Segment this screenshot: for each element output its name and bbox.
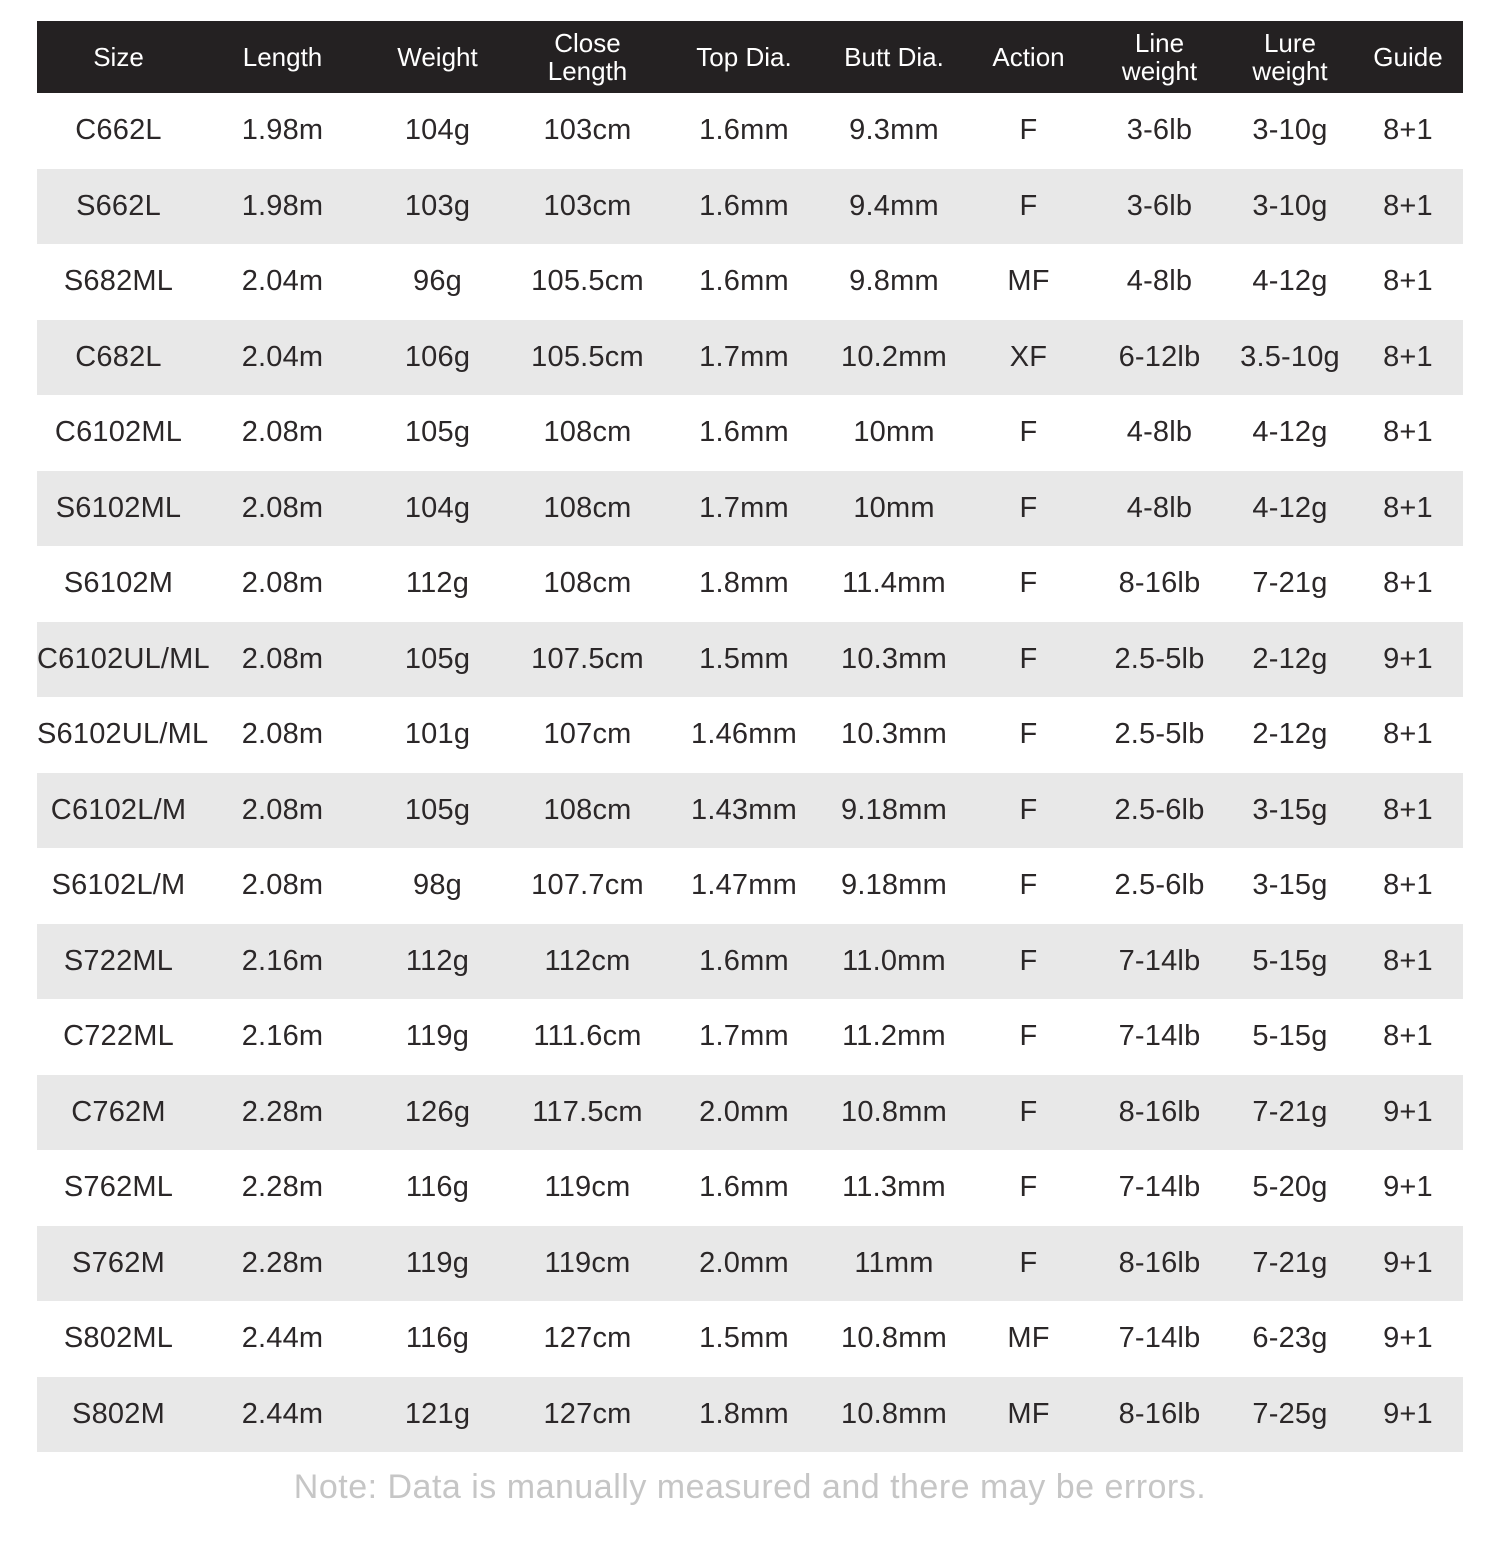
table-cell: 9.4mm: [849, 189, 939, 222]
table-cell: 2.28m: [241, 1095, 324, 1128]
table-cell: C762M: [71, 1095, 166, 1128]
table-cell: 2.44m: [241, 1322, 324, 1355]
table-cell: 8+1: [1383, 491, 1433, 524]
table-cell: 9+1: [1383, 642, 1433, 675]
table-cell: 11.4mm: [842, 567, 946, 600]
table-cell: 1.5mm: [699, 1322, 789, 1355]
table-cell: C6102ML: [54, 416, 183, 449]
table-cell: 103cm: [543, 114, 632, 147]
table-cell: 1.46mm: [691, 718, 797, 751]
table-cell: 105.5cm: [531, 340, 644, 373]
table-cell: MF: [1007, 1397, 1050, 1430]
table-cell: 8-16lb: [1118, 1246, 1201, 1279]
table-row: [37, 395, 1463, 471]
table-cell: F: [1019, 491, 1038, 524]
table-cell: 2.5-6lb: [1114, 793, 1205, 826]
table-cell: F: [1019, 189, 1038, 222]
table-cell: 117.5cm: [532, 1095, 643, 1128]
table-cell: 103cm: [543, 189, 632, 222]
table-cell: 2.08m: [241, 869, 324, 902]
table-cell: 10.8mm: [841, 1322, 947, 1355]
table-cell: 119g: [405, 1246, 470, 1279]
table-cell: 4-8lb: [1126, 491, 1193, 524]
table-row: [37, 697, 1463, 773]
rod-spec-table: [37, 21, 1463, 1452]
table-cell: C722ML: [63, 1020, 174, 1053]
table-cell: 2.04m: [241, 265, 324, 298]
table-cell: F: [1019, 1246, 1038, 1279]
column-header-size: Size: [37, 21, 200, 93]
column-header-action: Action: [965, 21, 1092, 93]
table-cell: S802ML: [63, 1322, 174, 1355]
table-row: [37, 1075, 1463, 1151]
table-row: [37, 1150, 1463, 1226]
table-cell: 105.5cm: [531, 265, 644, 298]
table-cell: C662L: [75, 114, 162, 147]
table-cell: 3-10g: [1252, 189, 1328, 222]
table-cell: F: [1019, 114, 1038, 147]
table-cell: 1.8mm: [699, 1397, 789, 1430]
table-cell: 2.08m: [241, 491, 324, 524]
table-cell: 2.04m: [241, 340, 324, 373]
table-cell: 9.8mm: [849, 265, 939, 298]
table-cell: 4-12g: [1252, 265, 1328, 298]
table-cell: 8+1: [1383, 944, 1433, 977]
table-cell: 6-23g: [1252, 1322, 1328, 1355]
table-cell: 9.18mm: [841, 869, 947, 902]
column-header-butt-dia: Butt Dia.: [823, 21, 965, 93]
table-cell: 10.8mm: [841, 1095, 947, 1128]
table-cell: S762M: [72, 1246, 165, 1279]
table-cell: 3-6lb: [1126, 114, 1193, 147]
table-cell: 10.8mm: [841, 1397, 947, 1430]
table-cell: 10mm: [853, 416, 935, 449]
table-cell: 107.5cm: [531, 642, 644, 675]
table-cell: 98g: [413, 869, 462, 902]
table-cell: C682L: [75, 340, 162, 373]
table-cell: 8+1: [1383, 189, 1433, 222]
table-cell: 2.28m: [241, 1246, 324, 1279]
table-cell: 1.98m: [241, 189, 324, 222]
table-cell: 10.2mm: [841, 340, 947, 373]
table-cell: 9+1: [1383, 1246, 1433, 1279]
table-cell: 107.7cm: [531, 869, 644, 902]
table-cell: 127cm: [543, 1397, 632, 1430]
table-cell: F: [1019, 416, 1038, 449]
table-cell: S6102M: [63, 567, 174, 600]
table-cell: 9+1: [1383, 1322, 1433, 1355]
table-cell: 116g: [405, 1322, 470, 1355]
table-cell: 5-15g: [1252, 1020, 1328, 1053]
table-cell: 7-14lb: [1118, 1171, 1201, 1204]
table-cell: 8+1: [1383, 869, 1433, 902]
table-cell: C6102UL/ML: [37, 642, 210, 675]
table-cell: 1.8mm: [699, 567, 789, 600]
table-cell: 8-16lb: [1118, 1397, 1201, 1430]
table-row: [37, 1301, 1463, 1377]
table-cell: 4-8lb: [1126, 265, 1193, 298]
table-cell: 105g: [404, 416, 471, 449]
header-row: [37, 21, 1463, 93]
table-cell: 116g: [405, 1171, 470, 1204]
table-cell: 8+1: [1383, 793, 1433, 826]
table-cell: F: [1019, 642, 1038, 675]
table-row: [37, 320, 1463, 396]
table-row: [37, 244, 1463, 320]
table-row: [37, 848, 1463, 924]
table-cell: 9+1: [1383, 1397, 1433, 1430]
table-cell: 119g: [405, 1020, 470, 1053]
table-cell: 11mm: [854, 1246, 934, 1279]
table-cell: 108cm: [543, 491, 632, 524]
table-cell: 3.5-10g: [1240, 340, 1340, 373]
table-cell: 121g: [404, 1397, 471, 1430]
table-cell: 8+1: [1383, 416, 1433, 449]
table-cell: 11.2mm: [842, 1020, 946, 1053]
table-cell: 7-14lb: [1118, 1020, 1201, 1053]
table-cell: 1.43mm: [691, 793, 797, 826]
table-cell: 9.18mm: [841, 793, 947, 826]
table-cell: 11.3mm: [842, 1171, 946, 1204]
column-header-line-weight: Line weight: [1092, 21, 1227, 93]
table-row: [37, 1377, 1463, 1453]
table-cell: 2.5-5lb: [1114, 718, 1205, 751]
table-cell: 2.0mm: [699, 1246, 789, 1279]
table-cell: 2.0mm: [699, 1095, 789, 1128]
table-cell: 2.5-6lb: [1114, 869, 1205, 902]
table-row: [37, 93, 1463, 169]
table-cell: S762ML: [63, 1171, 174, 1204]
table-cell: 9+1: [1383, 1095, 1433, 1128]
table-cell: 3-15g: [1252, 793, 1328, 826]
table-cell: 2.08m: [241, 718, 324, 751]
table-cell: 11.0mm: [842, 944, 946, 977]
table-cell: 126g: [404, 1095, 471, 1128]
table-cell: F: [1019, 1095, 1038, 1128]
table-cell: 7-21g: [1252, 567, 1328, 600]
table-row: [37, 622, 1463, 698]
table-cell: 108cm: [543, 567, 632, 600]
table-cell: S6102ML: [55, 491, 182, 524]
table-cell: 7-14lb: [1118, 944, 1201, 977]
table-cell: 112g: [405, 944, 470, 977]
table-cell: 8-16lb: [1118, 567, 1201, 600]
table-cell: MF: [1007, 1322, 1050, 1355]
table-cell: 8+1: [1383, 340, 1433, 373]
table-cell: 3-10g: [1252, 114, 1328, 147]
table-body: [37, 93, 1463, 1452]
table-cell: 7-21g: [1252, 1095, 1328, 1128]
table-cell: 108cm: [543, 416, 632, 449]
table-cell: 4-12g: [1252, 416, 1328, 449]
table-cell: F: [1019, 567, 1038, 600]
table-row: [37, 999, 1463, 1075]
table-cell: 2.44m: [241, 1397, 324, 1430]
table-cell: 7-21g: [1252, 1246, 1328, 1279]
table-cell: 3-15g: [1252, 869, 1328, 902]
table-cell: 103g: [404, 189, 471, 222]
column-header-length: Length: [200, 21, 365, 93]
table-cell: 9.3mm: [849, 114, 939, 147]
table-cell: 105g: [404, 642, 471, 675]
table-cell: 105g: [404, 793, 471, 826]
table-cell: F: [1019, 793, 1038, 826]
table-cell: 1.6mm: [699, 265, 789, 298]
table-cell: 104g: [404, 114, 471, 147]
table-cell: 1.6mm: [699, 416, 789, 449]
table-cell: F: [1019, 718, 1038, 751]
table-cell: 10.3mm: [841, 642, 947, 675]
table-cell: 1.6mm: [699, 1171, 789, 1204]
table-cell: 7-14lb: [1118, 1322, 1201, 1355]
table-cell: 127cm: [543, 1322, 632, 1355]
table-cell: 4-12g: [1252, 491, 1328, 524]
table-cell: 2.5-5lb: [1114, 642, 1205, 675]
table-cell: F: [1019, 1020, 1038, 1053]
table-cell: F: [1019, 869, 1038, 902]
table-cell: 4-8lb: [1126, 416, 1193, 449]
table-cell: 2.08m: [241, 642, 324, 675]
table-cell: 8+1: [1383, 567, 1433, 600]
table-cell: S6102UL/ML: [37, 718, 209, 751]
table-row: [37, 169, 1463, 245]
table-cell: 107cm: [543, 718, 632, 751]
table-cell: 2.28m: [241, 1171, 324, 1204]
table-cell: 101g: [404, 718, 471, 751]
table-cell: 1.6mm: [699, 944, 789, 977]
column-header-guide: Guide: [1353, 21, 1463, 93]
table-row: [37, 1226, 1463, 1302]
table-row: [37, 546, 1463, 622]
footer-note: Note: Data is manually measured and there may be errors.: [293, 1468, 1207, 1506]
table-cell: MF: [1007, 265, 1050, 298]
table-cell: 5-15g: [1252, 944, 1328, 977]
table-cell: 8+1: [1383, 114, 1433, 147]
table-cell: C6102L/M: [50, 793, 187, 826]
table-cell: 1.7mm: [699, 1020, 789, 1053]
table-cell: 2-12g: [1252, 718, 1328, 751]
table-cell: 9+1: [1383, 1171, 1433, 1204]
table-cell: F: [1019, 1171, 1038, 1204]
table-cell: 1.6mm: [699, 189, 789, 222]
table-cell: 2.08m: [241, 416, 324, 449]
table-cell: 8-16lb: [1118, 1095, 1201, 1128]
table-cell: 1.5mm: [699, 642, 789, 675]
table-cell: 111.6cm: [533, 1020, 642, 1053]
table-cell: 3-6lb: [1126, 189, 1193, 222]
table-cell: 1.47mm: [691, 869, 797, 902]
table-cell: 10.3mm: [841, 718, 947, 751]
column-header-close-length: Close Length: [510, 21, 665, 93]
table-cell: 8+1: [1383, 265, 1433, 298]
table-cell: 10mm: [853, 491, 935, 524]
table-cell: 119cm: [544, 1171, 631, 1204]
column-header-lure-weight: Lure weight: [1227, 21, 1353, 93]
table-cell: 2.16m: [241, 944, 324, 977]
column-header-weight: Weight: [365, 21, 510, 93]
table-cell: 1.98m: [241, 114, 324, 147]
table-cell: 119cm: [544, 1246, 631, 1279]
table-cell: 8+1: [1383, 718, 1433, 751]
table-cell: 1.7mm: [699, 340, 789, 373]
table-cell: S6102L/M: [51, 869, 186, 902]
table-cell: F: [1019, 944, 1038, 977]
table-cell: 2.08m: [241, 567, 324, 600]
table-cell: 108cm: [543, 793, 632, 826]
table-cell: 8+1: [1383, 1020, 1433, 1053]
table-cell: 2.16m: [241, 1020, 324, 1053]
table-cell: S722ML: [63, 944, 174, 977]
table-row: [37, 471, 1463, 547]
table-cell: S682ML: [63, 265, 174, 298]
table-cell: 2-12g: [1252, 642, 1328, 675]
table-cell: 6-12lb: [1118, 340, 1201, 373]
table-row: [37, 773, 1463, 849]
table-cell: 112g: [405, 567, 470, 600]
column-header-top-dia: Top Dia.: [665, 21, 823, 93]
table-cell: 5-20g: [1252, 1171, 1328, 1204]
table-cell: XF: [1009, 340, 1048, 373]
table-row: [37, 924, 1463, 1000]
table-cell: 104g: [404, 491, 471, 524]
table-cell: 96g: [413, 265, 462, 298]
table-cell: S662L: [76, 189, 161, 222]
table-cell: S802M: [72, 1397, 165, 1430]
table-cell: 112cm: [544, 944, 631, 977]
table-cell: 1.6mm: [699, 114, 789, 147]
table-cell: 1.7mm: [699, 491, 789, 524]
table-cell: 2.08m: [241, 793, 324, 826]
table-cell: 7-25g: [1252, 1397, 1328, 1430]
table-cell: 106g: [404, 340, 471, 373]
